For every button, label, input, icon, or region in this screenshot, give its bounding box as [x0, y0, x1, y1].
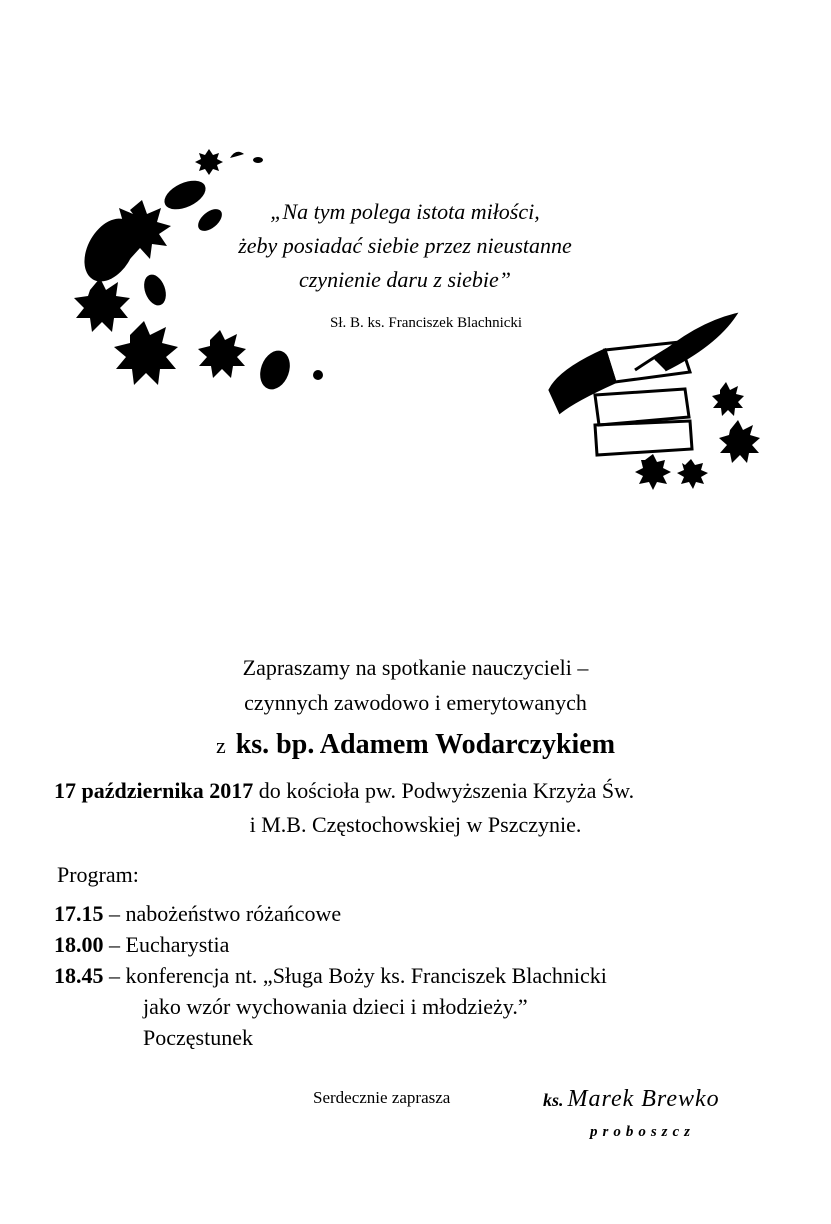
signature-name-prefix: ks. [543, 1090, 564, 1110]
guest-prefix: z [215, 733, 226, 758]
maple-leaf-icon [712, 382, 744, 416]
signature-title: proboszcz [590, 1124, 696, 1140]
quote-attribution: Sł. B. ks. Franciszek Blachnicki [330, 315, 523, 331]
event-date: 17 października 2017 [54, 778, 254, 803]
program-desc-continued: Poczęstunek [143, 1025, 253, 1050]
maple-leaf-icon [74, 278, 130, 332]
program-label: Program: [57, 862, 139, 887]
guest-name: ks. bp. Adamem Wodarczykiem [235, 729, 616, 760]
program-desc: – konferencja nt. „Sługa Boży ks. Franciszek Blachnicki [109, 963, 607, 988]
program-time: 18.00 [54, 932, 104, 957]
program-item [54, 929, 607, 960]
program-desc-continued: jako wzór wychowania dzieci i młodzieży.” [143, 994, 528, 1019]
books-quill-illustration [535, 310, 765, 490]
quote-line-1: „Na tym polega istota miłości, [270, 199, 540, 224]
book-icon [550, 350, 615, 412]
program-time: 17.15 [54, 901, 104, 926]
leaf-icon [255, 346, 295, 393]
signature-name: Marek Brewko [567, 1086, 720, 1112]
small-leaf-icon [195, 149, 223, 175]
maple-leaf-icon [198, 330, 246, 378]
book-icon [595, 421, 692, 455]
date-place-line-2: i M.B. Częstochowskiej w Pszczynie. [249, 812, 582, 837]
maple-leaf-icon [677, 459, 708, 489]
program-desc: – Eucharystia [109, 932, 230, 957]
book-icon [595, 389, 689, 425]
event-place: do kościoła pw. Podwyższenia Krzyża Św. [253, 778, 635, 803]
small-leaf-icon [253, 157, 263, 163]
program-time: 18.45 [54, 963, 104, 988]
quote-line-3: czynienie daru z siebie” [298, 267, 512, 292]
maple-leaf-icon [635, 454, 671, 490]
date-place-line-1 [54, 778, 634, 804]
maple-leaf-icon [114, 321, 178, 385]
program-desc: – nabożeństwo różańcowe [109, 901, 342, 926]
invitation-line-1: Zapraszamy na spotkanie nauczycieli – [242, 655, 589, 680]
quote-block [195, 195, 615, 297]
program-item [54, 898, 607, 929]
signature-invite-text: Serdecznie zaprasza [313, 1088, 451, 1107]
maple-leaf-icon [719, 420, 760, 463]
program-item [54, 960, 607, 991]
guest-line [0, 729, 831, 761]
invitation-line-2: czynnych zawodowo i emerytowanych [244, 690, 587, 715]
small-leaf-icon [230, 152, 244, 158]
dot-icon [313, 370, 323, 380]
quote-line-2: żeby posiadać siebie przez nieustanne [238, 233, 572, 258]
leaf-icon [140, 272, 170, 309]
program-list [54, 898, 607, 1053]
signature-name-line [543, 1086, 720, 1113]
